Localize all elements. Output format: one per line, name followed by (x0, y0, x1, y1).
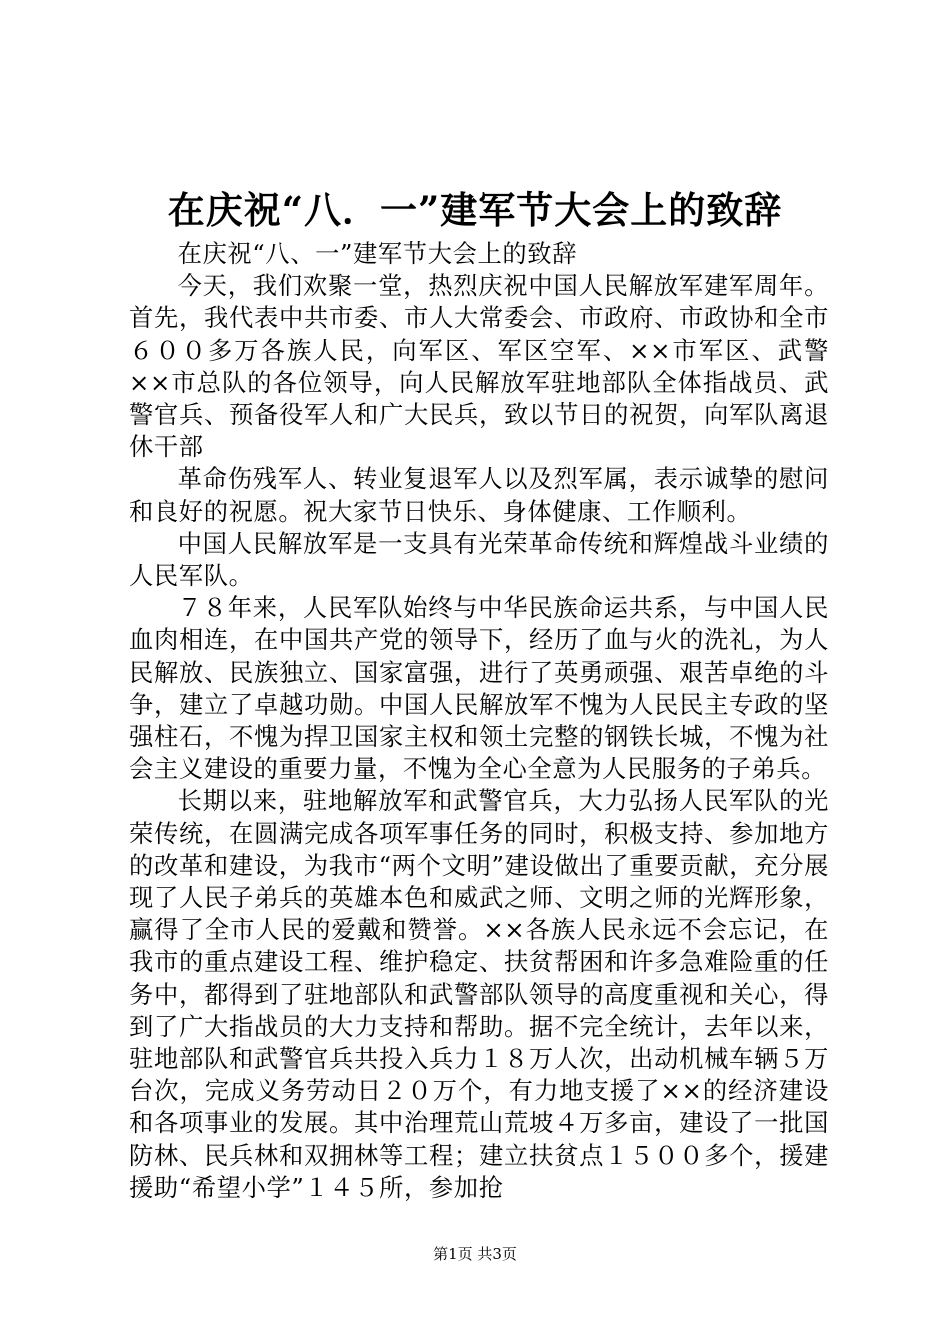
paragraph: 革命伤残军人、转业复退军人以及烈军属，表示诚挚的慰问和良好的祝愿。祝大家节日快乐、身体健康、工作顺利。 (129, 464, 829, 526)
paragraph: 中国人民解放军是一支具有光荣革命传统和辉煌战斗业绩的人民军队。 (129, 528, 829, 591)
paragraph: 今天，我们欢聚一堂，热烈庆祝中国人民解放军建军周年。首先，我代表中共市委、市人大常委会、市政府、市政协和全市６００多万各族人民，向军区、军区空军、××市军区、武警××市总队的各位领导，向人民解放军驻地部队全体指战员、武警官兵、预备役军人和广大民兵，致以节日的祝贺，向军队离退休干部 (129, 271, 829, 462)
page-number-footer: 第1页 共3页 (433, 1245, 517, 1263)
paragraph: ７８年来，人民军队始终与中华民族命运共系，与中国人民血肉相连，在中国共产党的领导下，经历了血与火的洗礼，为人民解放、民族独立、国家富强，进行了英勇顽强、艰苦卓绝的斗争，建立了卓越功勋。中国人民解放军不愧为人民民主专政的坚强柱石，不愧为捍卫国家主权和领土完整的钢铁长城，不愧为社会主义建设的重要力量，不愧为全心全意为人民服务的子弟兵。 (129, 593, 829, 784)
document-body (129, 238, 829, 1204)
subtitle-paragraph: 在庆祝“八、一”建军节大会上的致辞 (177, 239, 578, 268)
paragraph: 长期以来，驻地解放军和武警官兵，大力弘扬人民军队的光荣传统，在圆满完成各项军事任务的同时，积极支持、参加地方的改革和建设，为我市“两个文明”建设做出了重要贡献，充分展现了人民子弟兵的英雄本色和威武之师、文明之师的光辉形象，赢得了全市人民的爱戴和赞誉。××各族人民永远不会忘记，在我市的重点建设工程、维护稳定、扶贫帮困和许多急难险重的任务中，都得到了驻地部队和武警部队领导的高度重视和关心，得到了广大指战员的大力支持和帮助。据不完全统计，去年以来，驻地部队和武警官兵共投入兵力１８万人次，出动机械车辆５万台次，完成义务劳动日２０万个，有力地支援了××的经济建设和各项事业的发展。其中治理荒山荒坡４万多亩，建设了一批国防林、民兵林和双拥林等工程；建立扶贫点１５００多个，援建援助“希望小学”１４５所，参加抢 (129, 786, 829, 1202)
document-title: 在庆祝“八．一”建军节大会上的致辞 (167, 188, 783, 232)
